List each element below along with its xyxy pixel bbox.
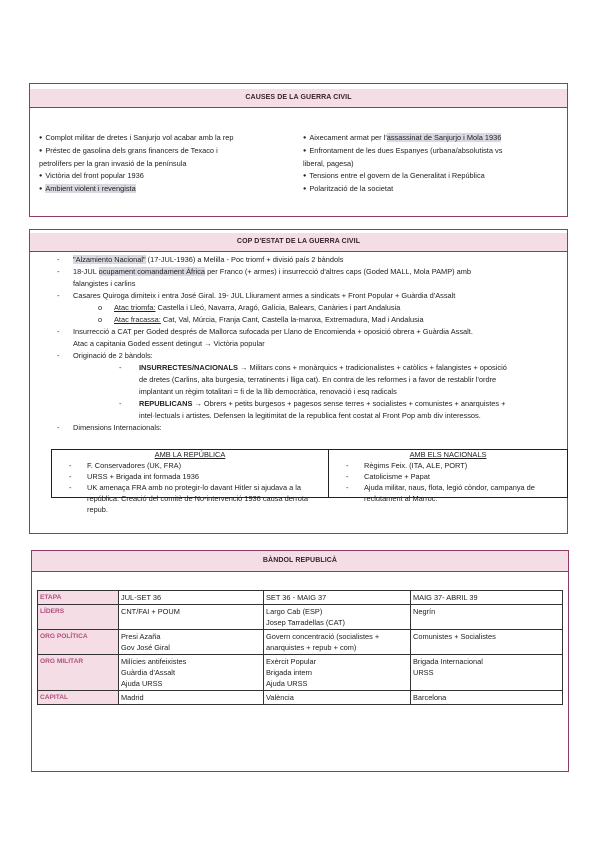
table-cell: Largo Cab (ESP) Josep Tarradellas (CAT) [264,605,411,630]
list-item: ● Ambient violent i revengista [39,183,294,196]
republic-table [37,590,563,705]
causes-right-list [303,132,563,196]
table-cell: Exèrcit Popular Brigada intern Ajuda URSS [264,655,411,691]
list-item: ● Tensions entre el govern de la Generalitat i República [303,170,563,183]
international-table [51,449,568,514]
row-label: ETAPA [38,591,119,605]
list-item: ● Préstec de gasolina dels grans financers de Texaco i [39,145,294,158]
list-item-continued: Atac a capitania Goded essent detingut → Victòria popular [73,339,265,348]
table-cell: Comunistes + Socialistes [411,630,563,655]
list-item: - F. Conservadores (UK, FRA) [69,461,182,470]
republic-support-column [52,450,329,514]
column-header: AMB ELS NACIONALS [409,450,487,459]
table-cell: Madrid [119,691,264,705]
table-row [38,591,563,605]
causes-left-list [39,132,294,196]
list-item: ● Polarització de la societat [303,183,563,196]
table-cell: Milícies antifeixistes Guàrdia d'Assalt Ajuda URSS [119,655,264,691]
causes-card [29,83,568,217]
table-cell: SET 36 - MAIG 37 [264,591,411,605]
republic-title: BÀNDOL REPUBLICÀ [32,551,568,572]
list-item: - Règims Feix. (ITA, ALE, PORT) [346,461,468,470]
row-label: LÍDERS [38,605,119,630]
list-item: ● Victòria del front popular 1936 [39,170,294,183]
list-item: ● Complot militar de dretes i Sanjurjo vol acabar amb la rep [39,132,294,145]
table-cell: València [264,691,411,705]
table-row [38,630,563,655]
list-item: - Dimensions Internacionals: [57,423,162,432]
list-subitem-continued: de dretes (Carlins, alta burgesia, terratinents i lliga cat). En contra de les reformes i a favor de restablir l'ordre [139,375,497,384]
list-item: - Casares Quiroga dimiteix i entra José Giral. 19- JUL Lliurament armes a sindicats + Front Popular + Guàrdia d'Assalt [57,291,456,300]
list-subitem: - INSURRECTES/NACIONALS → Militars cons + monàrquics + tradicionalistes + catòlics + falangistes + oposició [119,363,507,372]
coup-card [29,229,568,534]
list-item: liberal, pagesa) [303,159,354,168]
table-cell: MAIG 37- ABRIL 39 [411,591,563,605]
table-cell: JUL-SET 36 [119,591,264,605]
column-header: AMB LA REPÚBLICA [154,450,226,459]
coup-title: COP D'ESTAT DE LA GUERRA CIVIL [30,233,567,252]
list-item: - Catolicisme + Papat [346,472,430,481]
list-subitem-continued: implantant un règim totalitari = fi de la llib democràtica, renovació i esq radicals [139,387,397,396]
list-subitem: o Atac fracassa: Cat, Val, Múrcia, Franja Cant, Castella la-manxa, Extremadura, Mad i Andalusia [98,315,424,324]
list-item: - Insurrecció a CAT per Goded després de Mallorca sufocada per Llano de Encomienda + oposició obrera + Guàrdia Assalt. [57,327,473,336]
table-cell: Presi Azaña Gov José Giral [119,630,264,655]
causes-title: CAUSES DE LA GUERRA CIVIL [30,89,567,108]
republic-card [31,550,569,772]
list-subitem: o Atac triomfa: Castella i Lleó, Navarra, Aragó, Galícia, Balears, Canàries i part Andalusia [98,303,401,312]
list-item: - 18-JUL ocupament comandament Àfrica per Franco (+ armes) i insurrecció d'altres caps (Goded MALL, Mola PAMP) amb [57,267,472,276]
table-cell: Barcelona [411,691,563,705]
list-item: - Ajuda militar, naus, flota, legió còndor, campanya de reclutament al Marroc. [346,483,535,503]
list-item: - UK amenaça FRA amb no protegir-lo davant Hitler si ajudava a la república. Creació del comitè de No-intervenció 1936 causa derrota repub. [69,483,309,514]
list-item-continued: falangistes i carlins [73,279,136,288]
list-item: - Originació de 2 bàndols: [57,351,153,360]
coup-list [57,254,559,434]
list-item: - URSS + Brigada int formada 1936 [69,472,199,481]
table-cell: CNT/FAI + POUM [119,605,264,630]
table-cell: Negrín [411,605,563,630]
nationals-support-column [329,450,567,503]
row-label: CAPITAL [38,691,119,705]
table-cell: Brigada Internacional URSS [411,655,563,691]
list-item: - "Alzamiento Nacional" (17-JUL-1936) a Melilla - Poc triomf + divisió país 2 bàndols [57,255,344,264]
list-item: ● Aixecament armat per l'assassinat de Sanjurjo i Mola 1936 [303,132,563,145]
list-subitem-continued: intel·lectuals i artistes. Defensen la legitimitat de la republica fent costat al Front Pop amb div interessos. [139,411,481,420]
table-cell: Govern concentració (socialistes + anarquistes + repub + com) [264,630,411,655]
row-label: ORG POLÍTICA [38,630,119,655]
list-subitem: - REPUBLICANS → Obrers + petits burgesos + pagesos sense terres + socialistes + comunistes + anarquistes + [119,399,506,408]
table-row [38,605,563,630]
list-item: petrolífers per la gran invasió de la península [39,159,187,168]
row-label: ORG MILITAR [38,655,119,691]
table-row [38,655,563,691]
list-item: ● Enfrontament de les dues Espanyes (urbana/absolutista vs [303,145,563,158]
table-row [38,691,563,705]
